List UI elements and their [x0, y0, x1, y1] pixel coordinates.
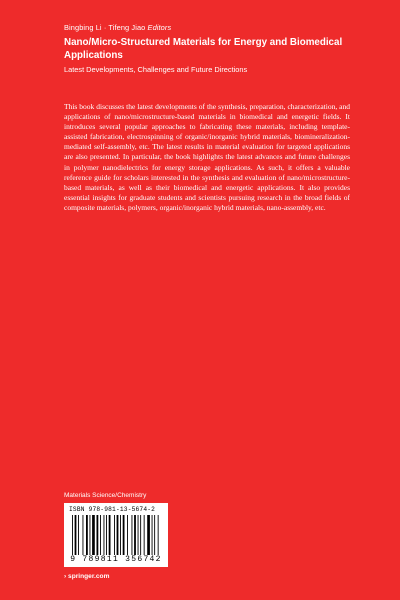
- barcode-bar: [75, 515, 77, 555]
- barcode-bar: [134, 515, 136, 555]
- editors-line: [64, 23, 364, 32]
- barcode-bar: [109, 515, 111, 555]
- barcode-bar: [138, 515, 139, 555]
- barcode-bar: [147, 515, 150, 555]
- editor-names: Bingbing Li · Tifeng Jiao: [64, 23, 146, 32]
- barcode-bar: [120, 515, 121, 555]
- barcode-bar: [106, 515, 107, 555]
- barcode-bar: [83, 515, 84, 555]
- book-description: This book discusses the latest developments of the synthesis, preparation, characterization, and applications of nano/microstructure-based materials in biomedical and energetic fields. It introduces several popular approaches to fabricating these materials, including template-assisted fabrication, electrospinning of organic/inorganic hybrid materials, biomineralization-mediated self-assembly, etc. The latest results in material evaluation for targeted applications are also presented. In particular, the book highlights the latest advances and future challenges in polymer nanodielectrics for energy storage applications. As such, it offers a valuable reference guide for scholars interested in the synthesis and evaluation of nano/microstructure-based materials, as well as their biomedical and energetic applications. It also provides essential insights for graduate students and scientists pursuing research in the broad fields of composite materials, polymers, organic/inorganic hybrid materials, nano-assembly, etc.: [64, 102, 350, 212]
- barcode-bar: [154, 515, 155, 555]
- barcode-bar: [114, 515, 115, 555]
- isbn-barcode: [64, 503, 168, 567]
- barcode-bar: [132, 515, 133, 555]
- barcode-bar: [152, 515, 153, 555]
- isbn-number: ISBN 978-981-13-5674-2: [69, 506, 156, 513]
- barcode-icon: [72, 515, 160, 555]
- subject-category: Materials Science/Chemistry: [64, 492, 147, 499]
- barcode-bar: [127, 515, 128, 555]
- barcode-bar: [97, 515, 99, 555]
- barcode-bar: [123, 515, 125, 555]
- barcode-bar: [140, 515, 141, 555]
- barcode-bar: [92, 515, 95, 555]
- publisher-website: › springer.com: [64, 573, 110, 580]
- barcode-bar: [158, 515, 159, 555]
- barcode-bar: [90, 515, 91, 555]
- barcode-digits: 9 789811 356742: [70, 555, 162, 564]
- barcode-bar: [100, 515, 101, 555]
- barcode-bar: [144, 515, 145, 555]
- editors-role: Editors: [147, 23, 172, 32]
- book-title: Nano/Micro-Structured Materials for Energy and Biomedical Applications: [64, 37, 343, 61]
- book-subtitle: Latest Developments, Challenges and Future Directions: [64, 65, 248, 74]
- barcode-bar: [72, 515, 73, 555]
- header-block: [64, 23, 364, 74]
- barcode-bar: [78, 515, 79, 555]
- barcode-bar: [104, 515, 105, 555]
- barcode-bar: [86, 515, 88, 555]
- barcode-bar: [117, 515, 119, 555]
